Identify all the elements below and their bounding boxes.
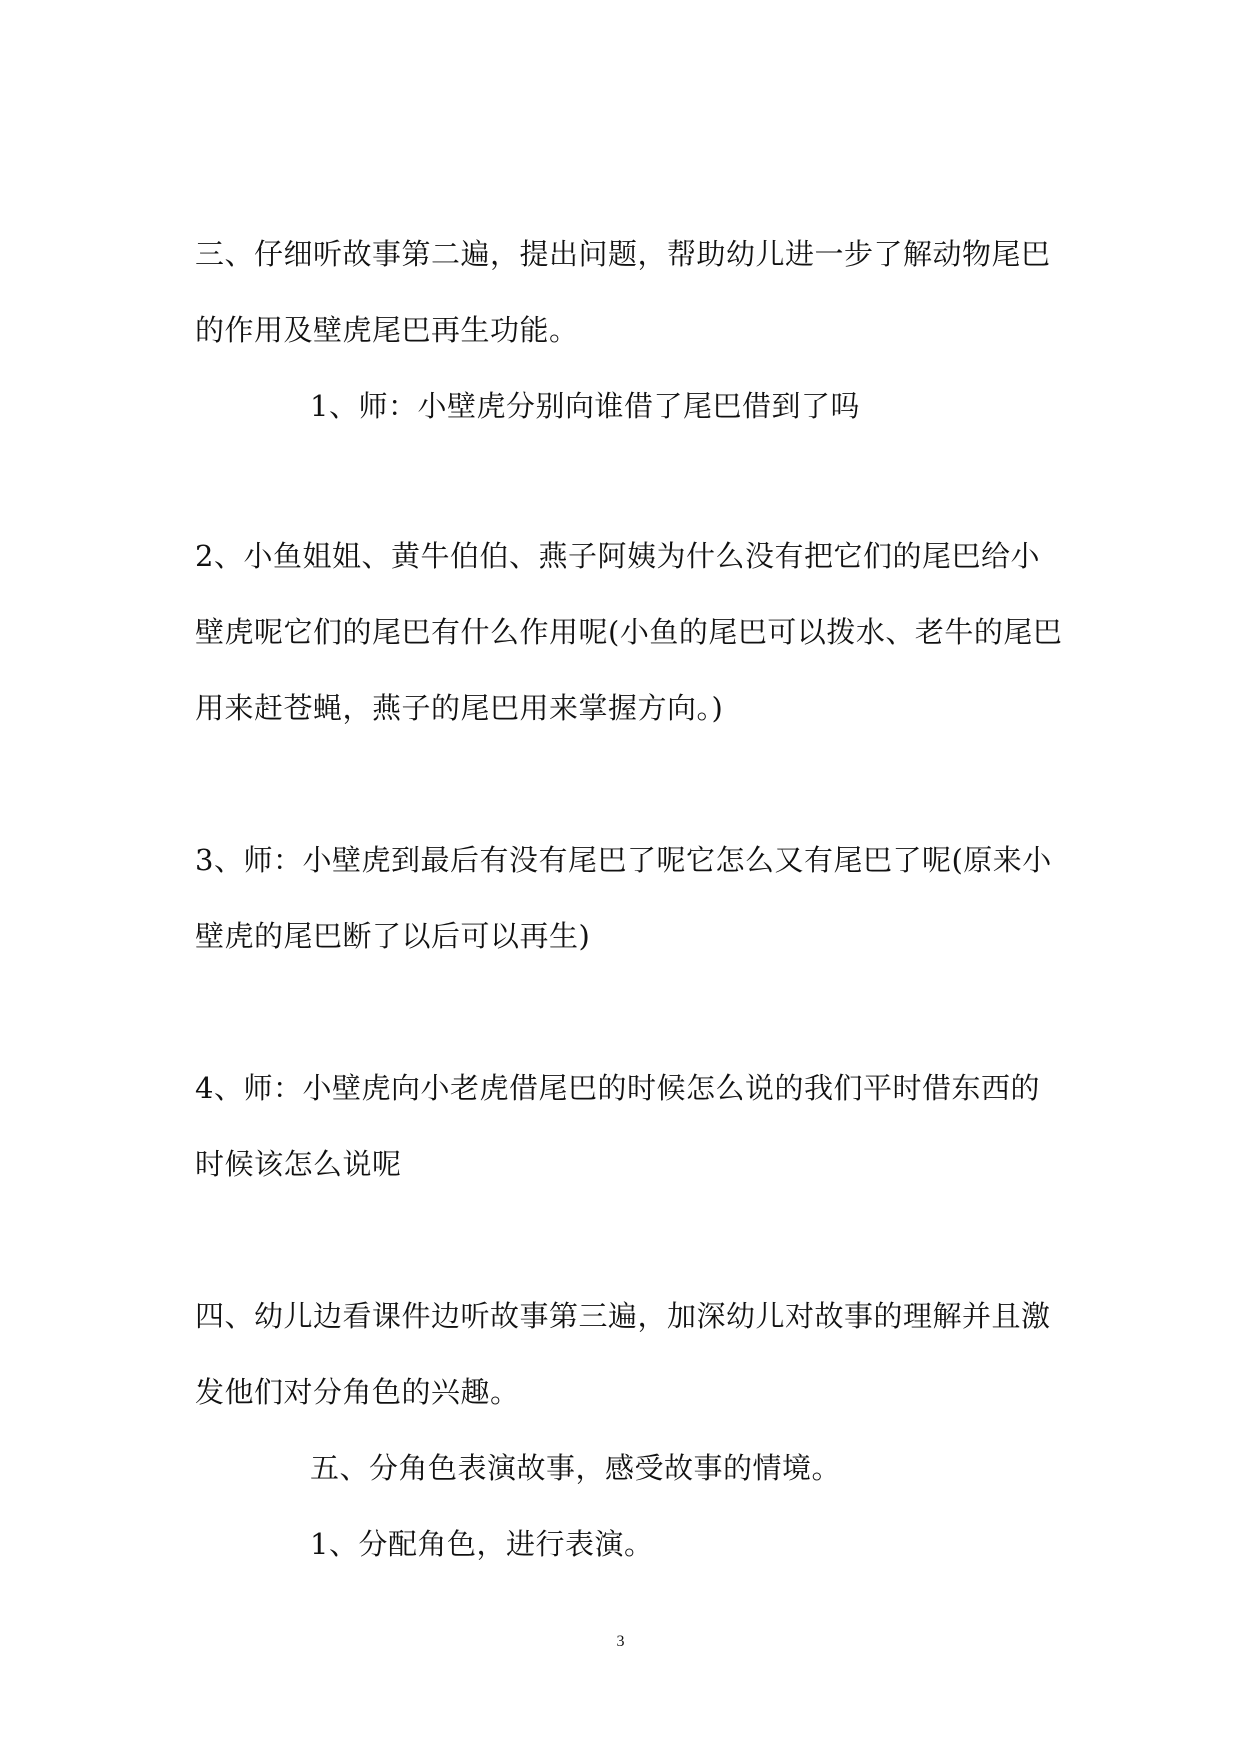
paragraph-line: 3、师：小壁虎到最后有没有尾巴了呢它怎么又有尾巴了呢(原来小 bbox=[195, 843, 1052, 877]
page-number: 3 bbox=[616, 1633, 625, 1650]
paragraph-line: 三、仔细听故事第二遍，提出问题，帮助幼儿进一步了解动物尾巴 bbox=[195, 237, 1051, 271]
paragraph-line: 的作用及壁虎尾巴再生功能。 bbox=[195, 313, 579, 347]
paragraph-line: 四、幼儿边看课件边听故事第三遍，加深幼儿对故事的理解并且激 bbox=[195, 1299, 1051, 1333]
paragraph-line: 4、师：小壁虎向小老虎借尾巴的时候怎么说的我们平时借东西的 bbox=[195, 1071, 1040, 1105]
paragraph-line: 五、分角色表演故事，感受故事的情境。 bbox=[310, 1451, 842, 1485]
paragraph-line: 2、小鱼姐姐、黄牛伯伯、燕子阿姨为什么没有把它们的尾巴给小 bbox=[195, 539, 1040, 573]
paragraph-line: 1、分配角色，进行表演。 bbox=[310, 1527, 654, 1561]
paragraph-line: 1、师：小壁虎分别向谁借了尾巴借到了吗 bbox=[310, 389, 860, 423]
paragraph-line: 时候该怎么说呢 bbox=[195, 1147, 402, 1181]
paragraph-line: 用来赶苍蝇，燕子的尾巴用来掌握方向。) bbox=[195, 691, 724, 725]
paragraph-line: 壁虎呢它们的尾巴有什么作用呢(小鱼的尾巴可以拨水、老牛的尾巴 bbox=[195, 615, 1063, 649]
paragraph-line: 发他们对分角色的兴趣。 bbox=[195, 1375, 520, 1409]
paragraph-line: 壁虎的尾巴断了以后可以再生) bbox=[195, 919, 591, 953]
